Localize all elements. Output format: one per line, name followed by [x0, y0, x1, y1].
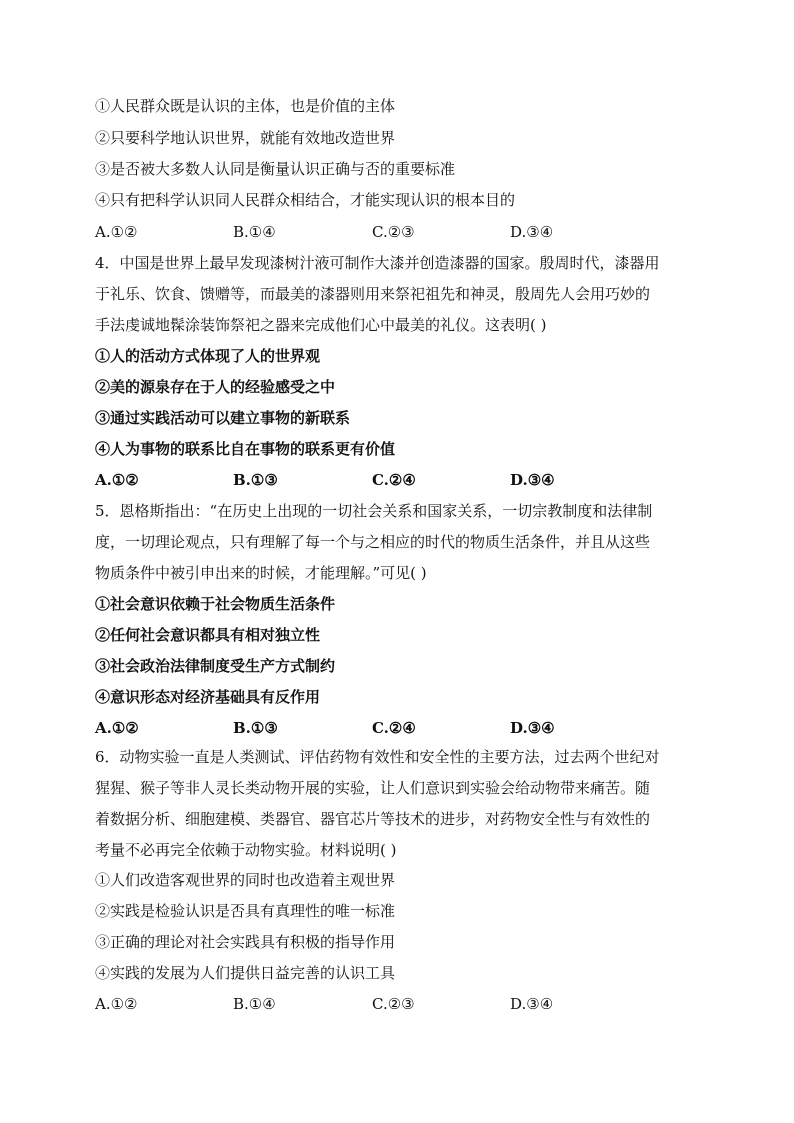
q5-statement-4: ④意识形态对经济基础具有反作用: [95, 688, 321, 706]
q6-statement-2: ②实践是检验认识是否具有真理性的唯一标准: [95, 902, 396, 920]
q5-statement-1: ①社会意识依赖于社会物质生活条件: [95, 595, 336, 613]
q3-option-a[interactable]: A.①②: [95, 223, 138, 241]
q4-option-c[interactable]: C.②④: [372, 471, 416, 489]
q4-statement-1: ①人的活动方式体现了人的世界观: [95, 347, 321, 365]
q4-statement-2: ②美的源泉存在于人的经验感受之中: [95, 378, 336, 396]
q4-stem-line-3: 手法虔诚地髹涂装饰祭祀之器来完成他们心中最美的礼仪。这表明( ): [95, 316, 547, 334]
q4-stem-line-1: 4．中国是世界上最早发现漆树汁液可制作大漆并创造漆器的国家。殷周时代，漆器用: [95, 254, 660, 272]
q5-stem-line-1: 5．恩格斯指出：“在历史上出现的一切社会关系和国家关系，一切宗教制度和法律制: [95, 502, 653, 520]
q3-statement-4: ④只有把科学认识同人民群众相结合，才能实现认识的根本目的: [95, 191, 516, 209]
q4-statement-3: ③通过实践活动可以建立事物的新联系: [95, 409, 351, 427]
q5-stem-line-2: 度，一切理论观点，只有理解了每一个与之相应的时代的物质生活条件，并且从这些: [95, 533, 651, 551]
q5-stem-line-3: 物质条件中被引申出来的时候，才能理解。”可见( ): [95, 564, 427, 582]
q3-option-b[interactable]: B.①④: [233, 223, 276, 241]
q6-option-a[interactable]: A.①②: [95, 995, 138, 1013]
q6-statement-4: ④实践的发展为人们提供日益完善的认识工具: [95, 964, 396, 982]
q5-statement-2: ②任何社会意识都具有相对独立性: [95, 626, 321, 644]
q5-statement-3: ③社会政治法律制度受生产方式制约: [95, 657, 336, 675]
q3-statement-3: ③是否被大多数人认同是衡量认识正确与否的重要标准: [95, 160, 456, 178]
q3-option-d[interactable]: D.③④: [510, 223, 554, 241]
q4-stem-line-2: 于礼乐、饮食、馈赠等，而最美的漆器则用来祭祀祖先和神灵，殷周先人会用巧妙的: [95, 285, 651, 303]
q4-statement-4: ④人为事物的联系比自在事物的联系更有价值: [95, 440, 396, 458]
q6-option-c[interactable]: C.②③: [372, 995, 415, 1013]
q6-option-b[interactable]: B.①④: [233, 995, 276, 1013]
q4-option-a[interactable]: A.①②: [95, 471, 139, 489]
q6-statement-1: ①人们改造客观世界的同时也改造着主观世界: [95, 871, 396, 889]
q6-statement-3: ③正确的理论对社会实践具有积极的指导作用: [95, 933, 396, 951]
q6-stem-line-1: 6．动物实验一直是人类测试、评估药物有效性和安全性的主要方法，过去两个世纪对: [95, 748, 660, 766]
q5-option-d[interactable]: D.③④: [510, 719, 555, 737]
q4-option-d[interactable]: D.③④: [510, 471, 555, 489]
q6-stem-line-4: 考量不必再完全依赖于动物实验。材料说明( ): [95, 841, 397, 859]
q6-stem-line-2: 猩猩、猴子等非人灵长类动物开展的实验，让人们意识到实验会给动物带来痛苦。随: [95, 779, 651, 797]
q3-option-c[interactable]: C.②③: [372, 223, 415, 241]
q4-option-b[interactable]: B.①③: [233, 471, 278, 489]
q5-option-b[interactable]: B.①③: [233, 719, 278, 737]
q5-option-c[interactable]: C.②④: [372, 719, 416, 737]
q3-statement-1: ①人民群众既是认识的主体，也是价值的主体: [95, 97, 396, 115]
q6-option-d[interactable]: D.③④: [510, 995, 554, 1013]
q5-option-a[interactable]: A.①②: [95, 719, 139, 737]
q3-statement-2: ②只要科学地认识世界，就能有效地改造世界: [95, 129, 396, 147]
q6-stem-line-3: 着数据分析、细胞建模、类器官、器官芯片等技术的进步，对药物安全性与有效性的: [95, 810, 651, 828]
